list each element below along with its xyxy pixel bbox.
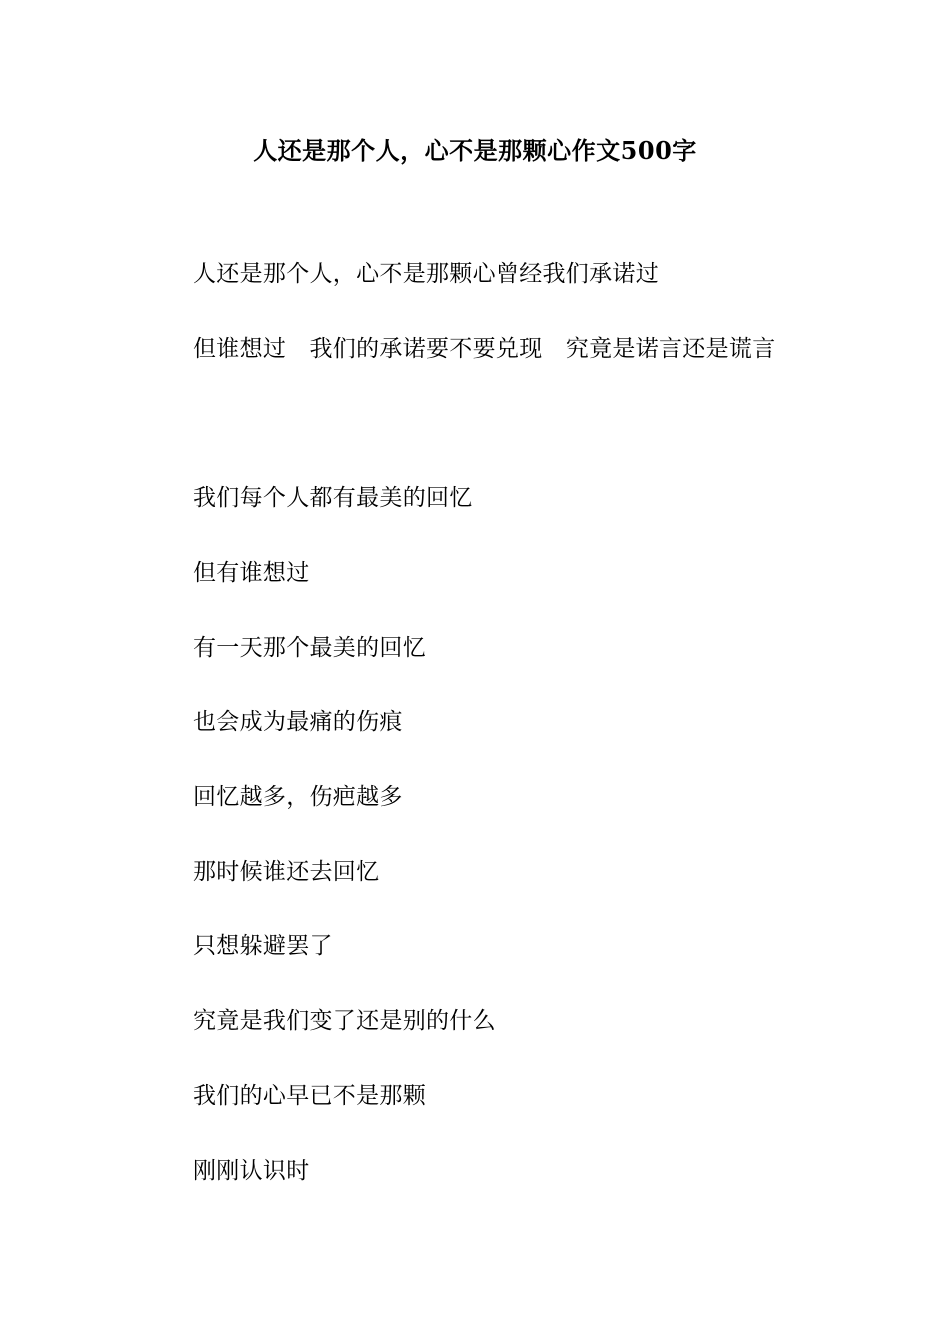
- text-line: 只想躲避罢了: [193, 933, 333, 959]
- document-title: 人还是那个人，心不是那颗心作文500字: [253, 136, 697, 165]
- text-line: 回忆越多，伤疤越多: [193, 784, 403, 810]
- text-line: 究竟是我们变了还是别的什么: [193, 1008, 496, 1034]
- text-line: 但谁想过 我们的承诺要不要兑现 究竟是诺言还是谎言: [193, 336, 776, 362]
- text-line: 那时候谁还去回忆: [193, 859, 380, 885]
- text-line: 人还是那个人，心不是那颗心曾经我们承诺过: [193, 261, 659, 287]
- text-line: 刚刚认识时: [193, 1158, 310, 1184]
- text-line: 也会成为最痛的伤痕: [193, 709, 403, 735]
- text-line: 我们的心早已不是那颗: [193, 1083, 426, 1109]
- text-line: 有一天那个最美的回忆: [193, 635, 426, 661]
- text-line: 但有谁想过: [193, 560, 310, 586]
- text-line: 我们每个人都有最美的回忆: [193, 485, 473, 511]
